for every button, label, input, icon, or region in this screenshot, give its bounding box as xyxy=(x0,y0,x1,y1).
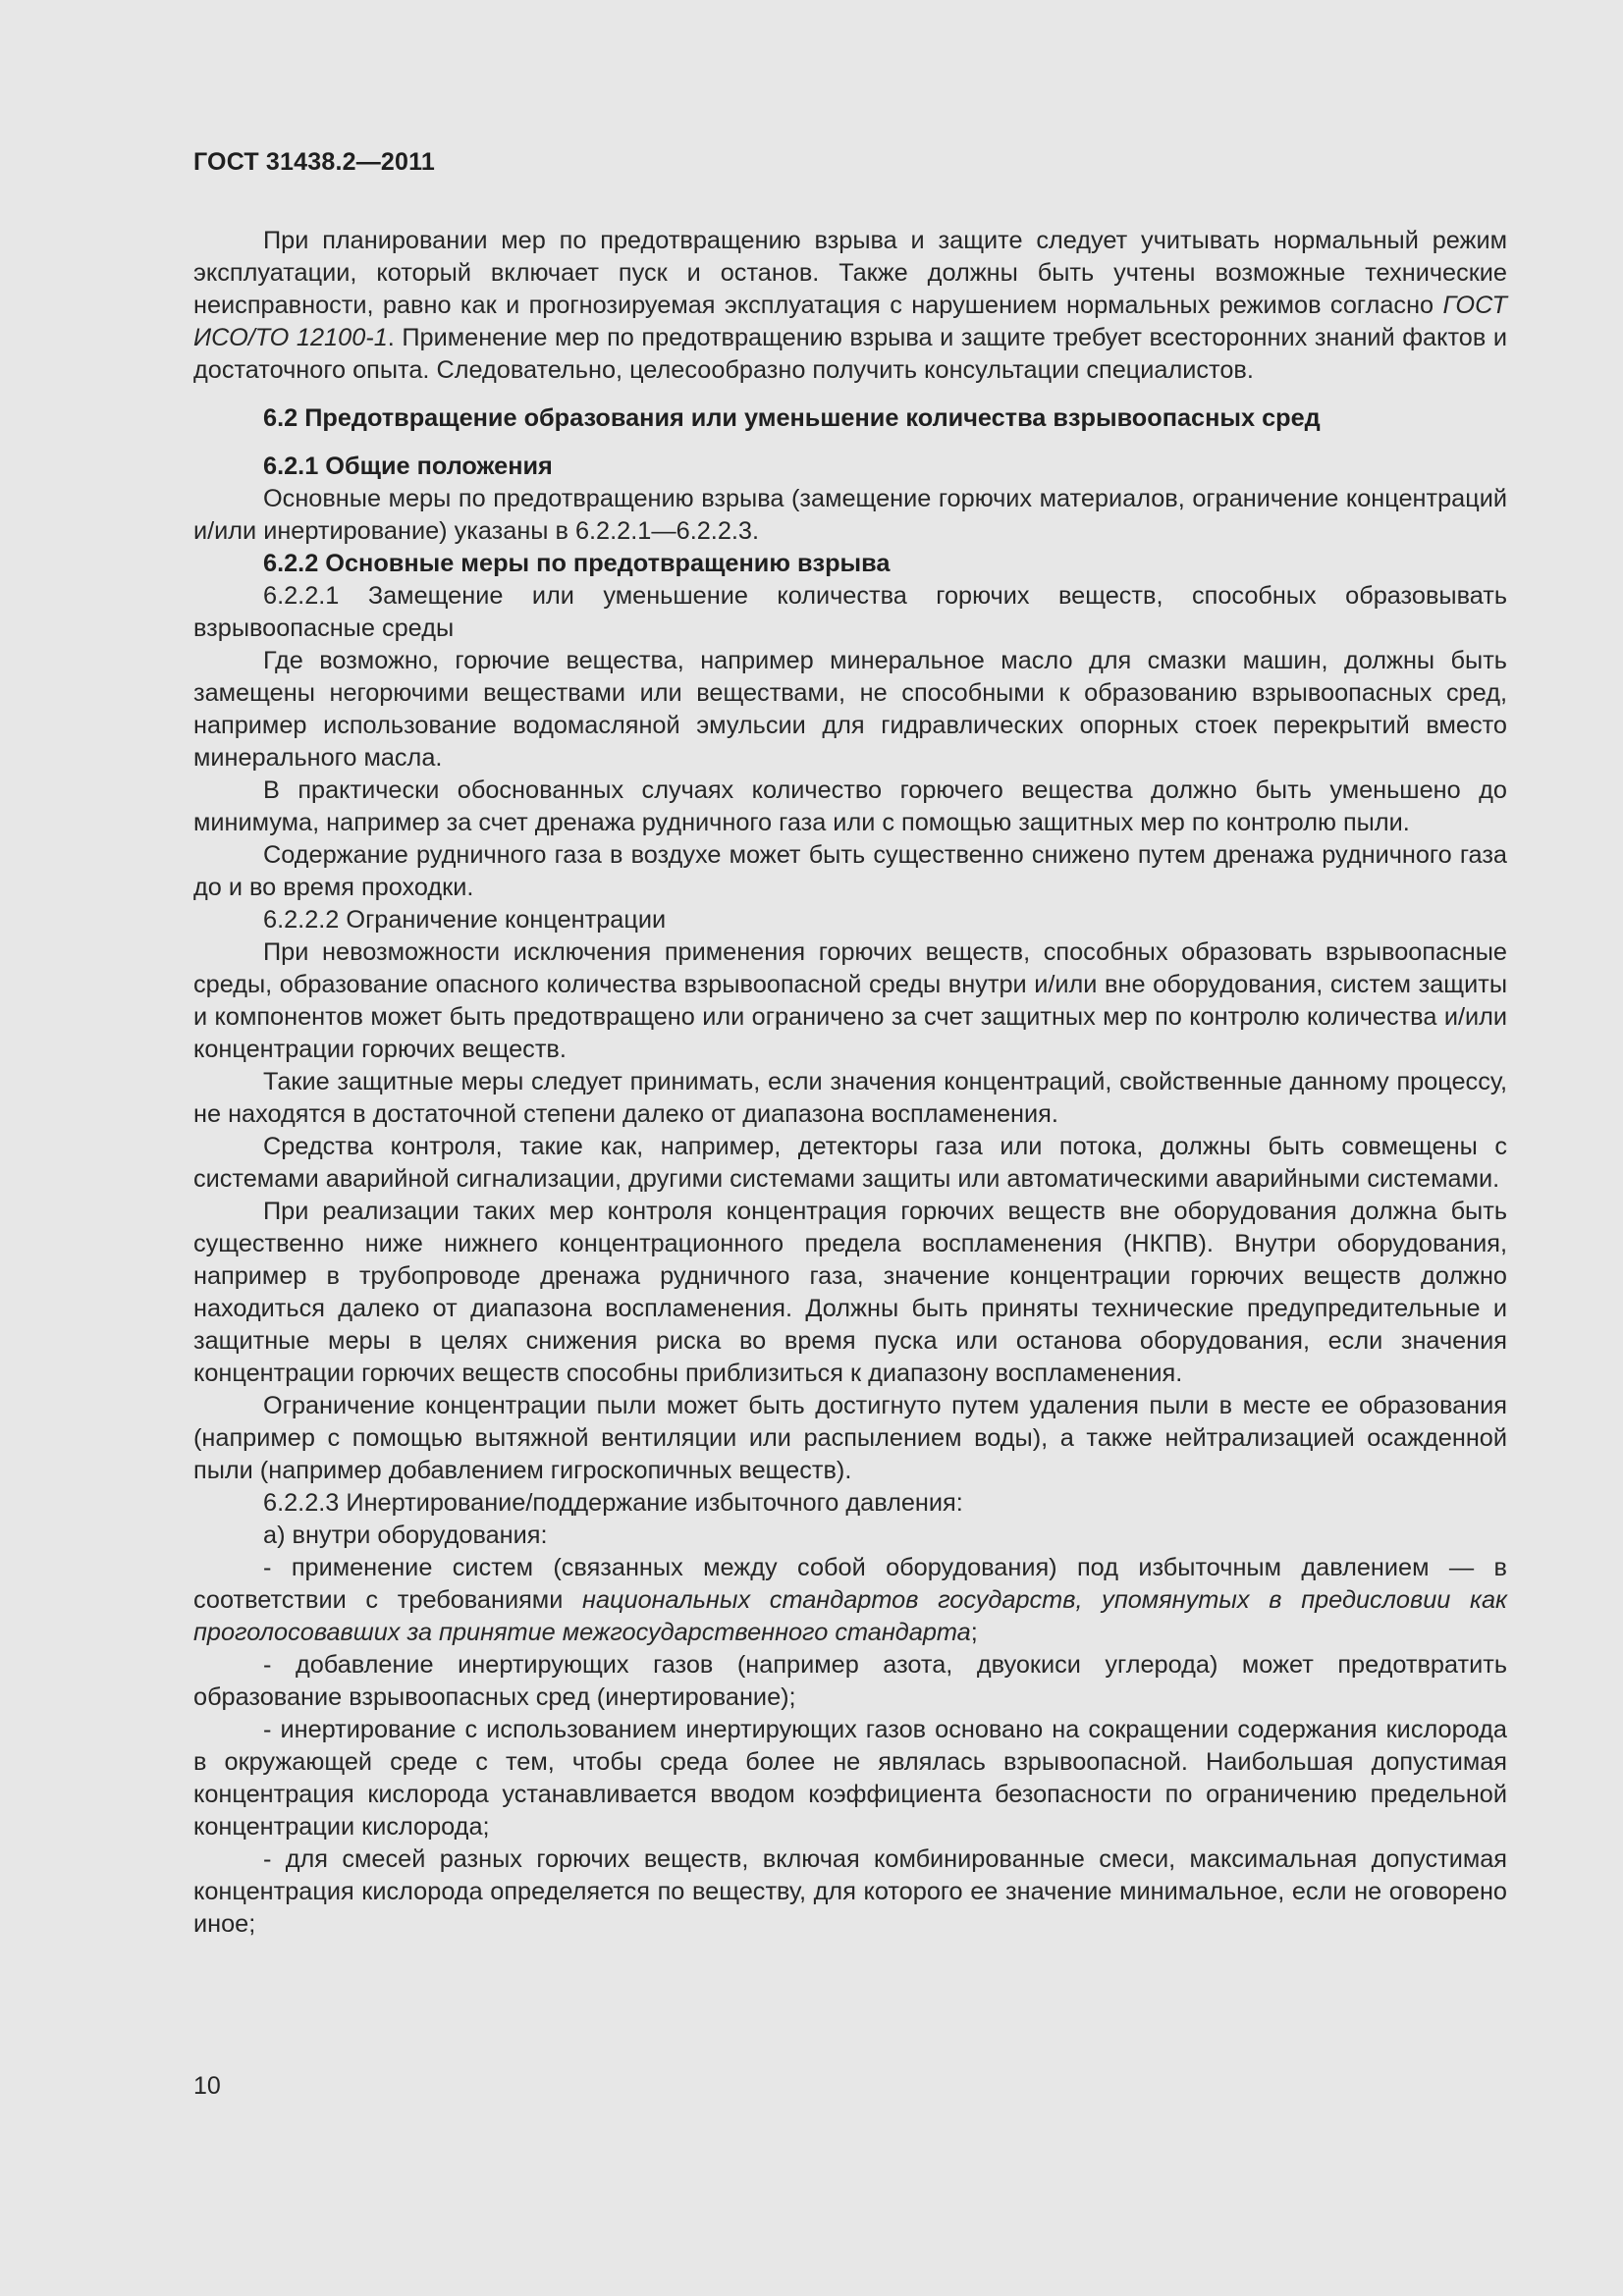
bullet-1-text-start: - применение систем (связанных между собой оборудования) под избыточным давлением — в соответствии с требованиями xyxy=(193,1554,1507,1614)
section-6-2-2-1-paragraph-1: Где возможно, горючие вещества, например минеральное масло для смазки машин, должны быть замещены негорючими веществами или веществами, не способными к образованию взрывоопасных сред, например использование водомасляной эмульсии для гидравлических опорных стоек перекрытий вместо минерального масла. xyxy=(193,647,1507,772)
national-standards-reference: национальных стандартов государств, упомянутых в предисловии как проголосовавших за принятие межгосударственного стандарта xyxy=(193,1586,1508,1646)
section-6-2-1-paragraph: Основные меры по предотвращению взрыва (замещение горючих материалов, ограничение концентраций и/или инертирование) указаны в 6.2.2.1—6.2.2.3. xyxy=(193,485,1507,545)
section-6-2-2-2-heading: 6.2.2.2 Ограничение концентрации xyxy=(263,906,667,934)
section-6-2-2-3-item-a: а) внутри оборудования: xyxy=(263,1522,548,1549)
section-6-2-2-2-paragraph-2: Такие защитные меры следует принимать, если значения концентраций, свойственные данному процессу, не находятся в достаточной степени далеко от диапазона воспламенения. xyxy=(193,1068,1507,1128)
page-number: 10 xyxy=(193,2072,221,2100)
section-6-2-1-heading: 6.2.1 Общие положения xyxy=(263,453,553,480)
section-6-2-2-3-bullet-4: - для смесей разных горючих веществ, включая комбинированные смеси, максимальная допустимая концентрация кислорода определяется по веществу, для которого ее значение минимальное, если не оговорено иное; xyxy=(193,1845,1507,1938)
section-6-2-2-2-paragraph-1: При невозможности исключения применения горючих веществ, способных образовать взрывоопасные среды, образование опасного количества взрывоопасной среды внутри и/или вне оборудования, систем защиты и компонентов может быть предотвращено или ограничено за счет защитных мер по контролю количества и/или концентрации горючих веществ. xyxy=(193,938,1507,1063)
section-6-2-2-3-bullet-3: - инертирование с использованием инертирующих газов основано на сокращении содержания кислорода в окружающей среде с тем, чтобы среда более не являлась взрывоопасной. Наибольшая допустимая концентрация кислорода устанавливается вводом коэффициента безопасности по ограничению предельной концентрации кислорода; xyxy=(193,1716,1507,1841)
section-6-2-2-3-bullet-1 xyxy=(193,1552,1507,1649)
standard-reference: ГОСТ ИСО/ТО 12100-1 xyxy=(193,292,1507,351)
section-6-2-heading: 6.2 Предотвращение образования или уменьшение количества взрывоопасных сред xyxy=(263,404,1321,432)
section-6-2-2-heading: 6.2.2 Основные меры по предотвращению взрыва xyxy=(263,550,891,577)
document-body xyxy=(193,225,1507,1941)
section-6-2-2-3-bullet-2: - добавление инертирующих газов (например азота, двуокиси углерода) может предотвратить образование взрывоопасных сред (инертирование); xyxy=(193,1651,1507,1711)
section-6-2-2-3-heading: 6.2.2.3 Инертирование/поддержание избыточного давления: xyxy=(263,1489,963,1517)
intro-text-end: . Применение мер по предотвращению взрыва и защите требует всесторонних знаний фактов и достаточного опыта. Следовательно, целесообразно получить консультации специалистов. xyxy=(193,324,1507,384)
section-6-2-2-1-paragraph-3: Содержание рудничного газа в воздухе может быть существенно снижено путем дренажа рудничного газа до и во время проходки. xyxy=(193,841,1507,901)
section-6-2-2-1-paragraph-2: В практически обоснованных случаях количество горючего вещества должно быть уменьшено до минимума, например за счет дренажа рудничного газа или с помощью защитных мер по контролю пыли. xyxy=(193,776,1507,836)
intro-text-start: При планировании мер по предотвращению взрыва и защите следует учитывать нормальный режим эксплуатации, который включает пуск и останов. Также должны быть учтены возможные технические неисправности, равно как и прогнозируемая эксплуатация с нарушением нормальных режимов согласно xyxy=(193,227,1507,319)
document-header: ГОСТ 31438.2—2011 xyxy=(193,148,435,176)
intro-paragraph xyxy=(193,225,1507,387)
section-6-2-2-2-paragraph-4: При реализации таких мер контроля концентрация горючих веществ вне оборудования должна быть существенно ниже нижнего концентрационного предела воспламенения (НКПВ). Внутри оборудования, например в трубопроводе дренажа рудничного газа, значение концентрации горючих веществ должно находиться далеко от диапазона воспламенения. Должны быть приняты технические предупредительные и защитные меры в целях снижения риска во время пуска или останова оборудования, если значения концентрации горючих веществ способны приблизиться к диапазону воспламенения. xyxy=(193,1198,1507,1387)
section-6-2-2-2-paragraph-3: Средства контроля, такие как, например, детекторы газа или потока, должны быть совмещены с системами аварийной сигнализации, другими системами защиты или автоматическими аварийными системами. xyxy=(193,1133,1507,1193)
section-6-2-2-2-paragraph-5: Ограничение концентрации пыли может быть достигнуто путем удаления пыли в месте ее образования (например с помощью вытяжной вентиляции или распылением воды), а также нейтрализацией осажденной пыли (например добавлением гигроскопичных веществ). xyxy=(193,1392,1507,1484)
section-6-2-2-1-heading: 6.2.2.1 Замещение или уменьшение количества горючих веществ, способных образовывать взрывоопасные среды xyxy=(193,582,1507,642)
bullet-1-text-end: ; xyxy=(970,1619,978,1646)
